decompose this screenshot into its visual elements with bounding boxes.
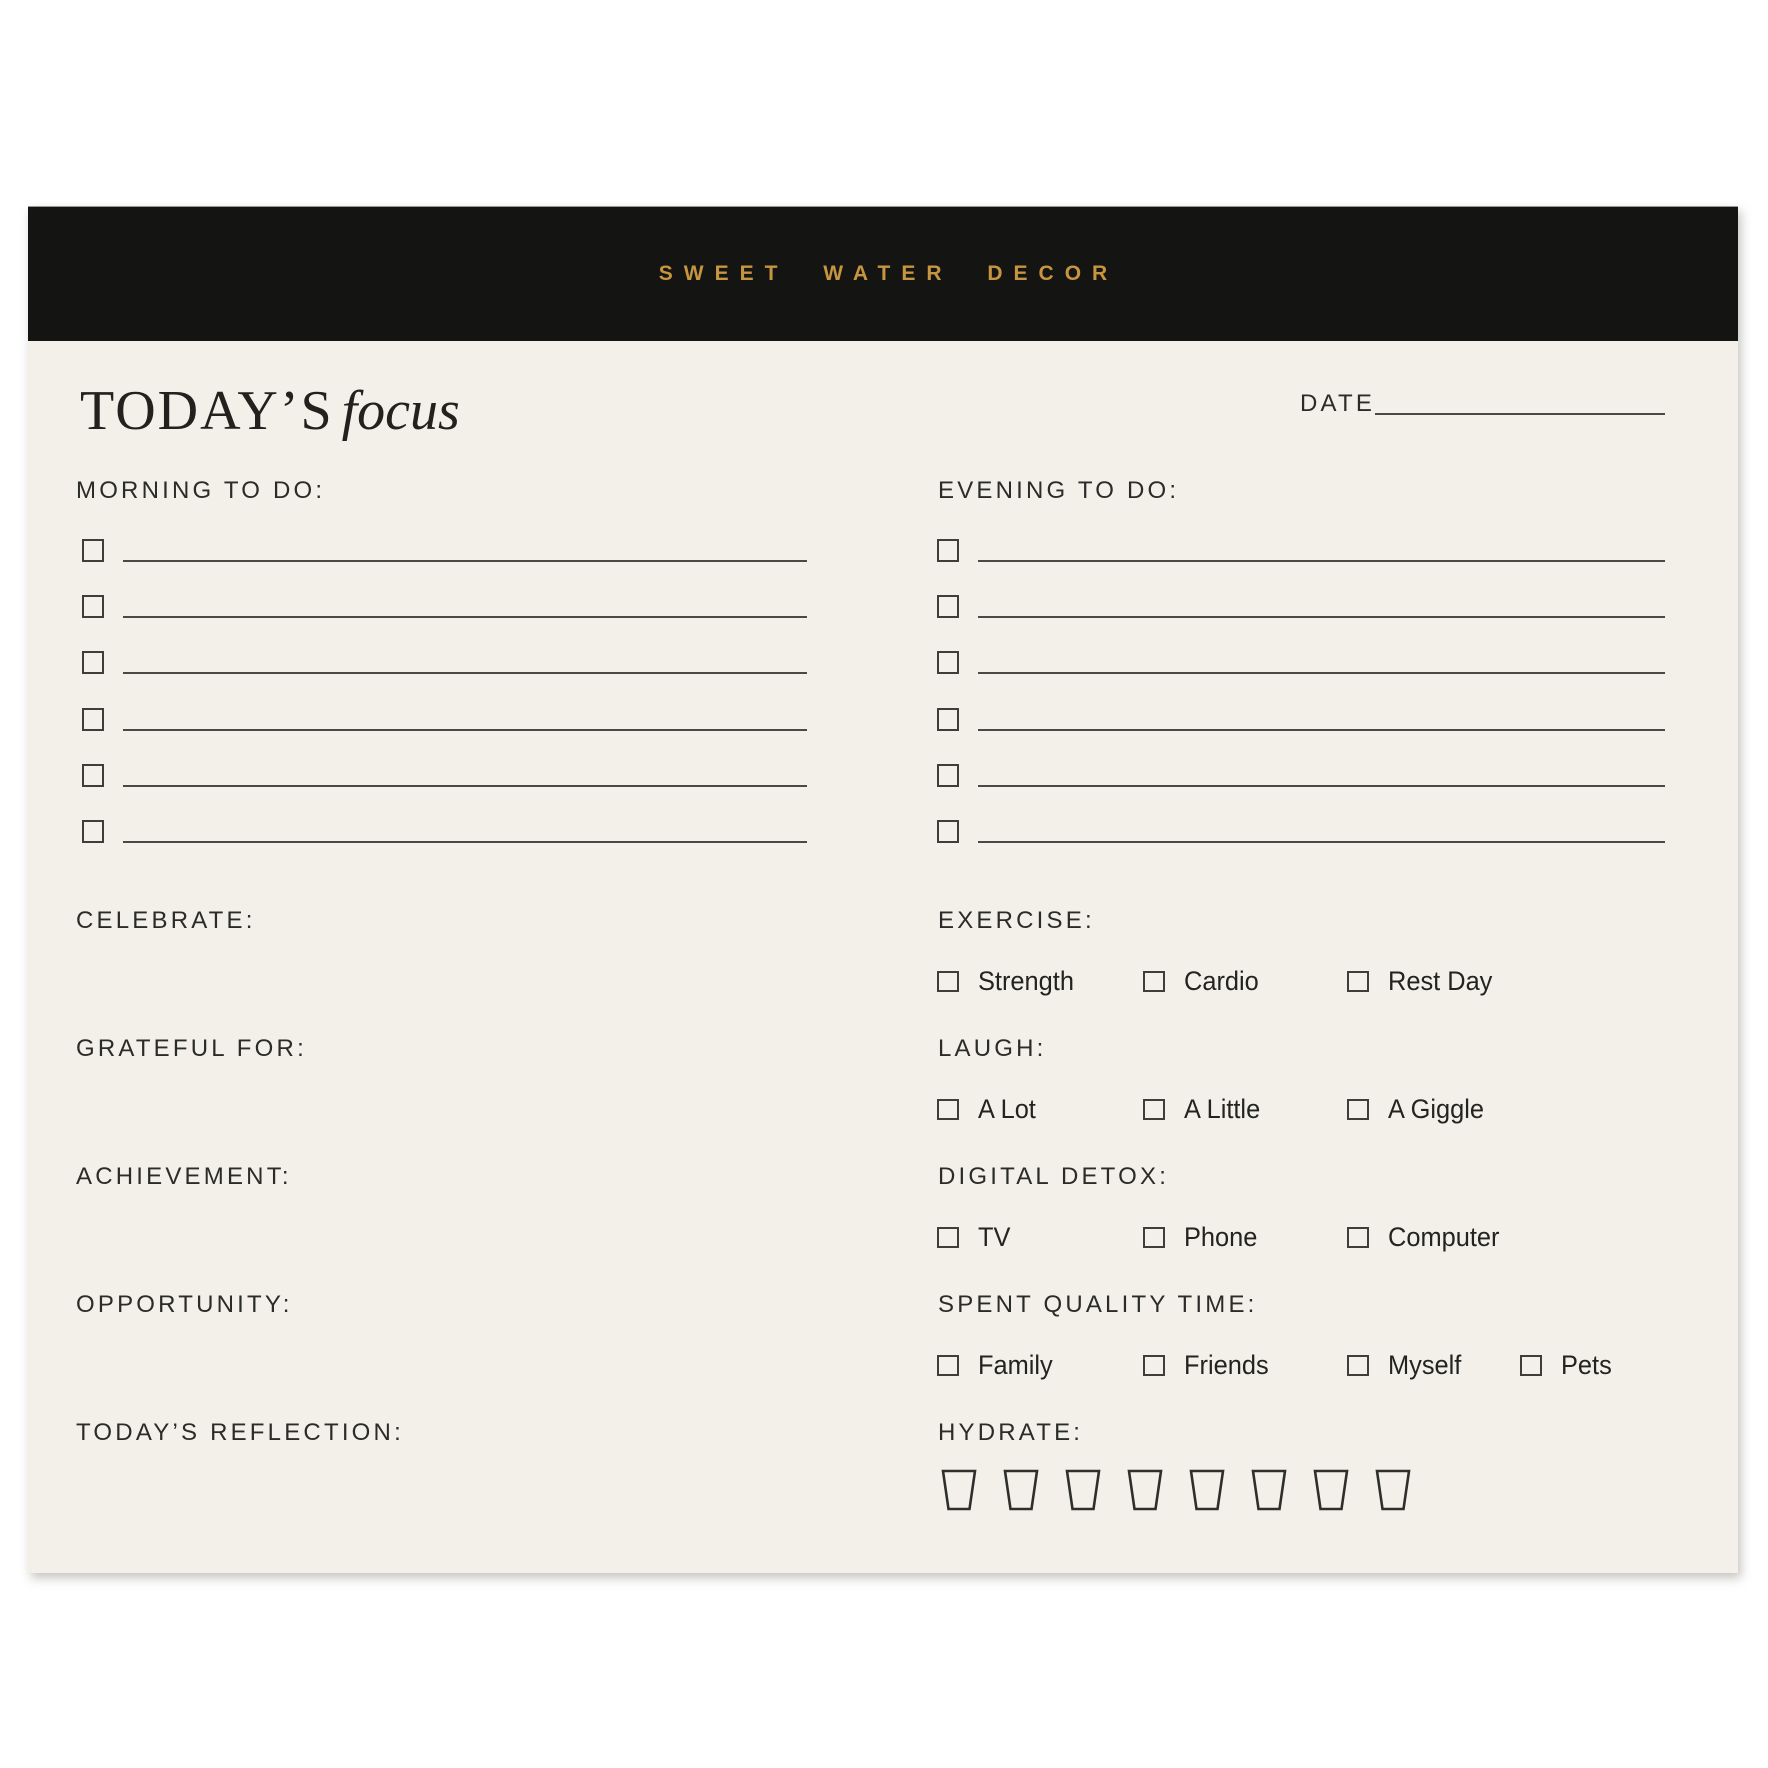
tracker-label: EXERCISE: — [938, 907, 1095, 934]
tracker-option — [937, 1222, 1013, 1252]
water-cup-icon[interactable] — [1188, 1469, 1226, 1511]
option-checkbox[interactable] — [937, 1355, 959, 1376]
option-label: Family — [978, 1350, 1053, 1380]
tracker-options-row — [28, 966, 1738, 997]
tracker-option — [1347, 1350, 1466, 1380]
option-checkbox[interactable] — [1143, 1099, 1165, 1120]
prompt-label: OPPORTUNITY: — [76, 1291, 293, 1318]
option-checkbox[interactable] — [1347, 1099, 1369, 1120]
water-cup-icon[interactable] — [1312, 1469, 1350, 1511]
tracker-label: DIGITAL DETOX: — [938, 1163, 1170, 1190]
tracker-label: LAUGH: — [938, 1035, 1047, 1062]
tracker-label: SPENT QUALITY TIME: — [938, 1291, 1258, 1318]
todo-checkbox[interactable] — [82, 708, 104, 731]
tracker-options-row — [28, 1094, 1738, 1125]
option-label: A Giggle — [1388, 1094, 1484, 1124]
todo-row — [82, 649, 807, 674]
option-checkbox[interactable] — [937, 1227, 959, 1248]
title-caps: TODAY’S — [80, 380, 334, 442]
option-label: A Little — [1184, 1094, 1261, 1124]
todo-writing-line[interactable] — [978, 560, 1665, 562]
tracker-options-row — [28, 1222, 1738, 1253]
todo-checkbox[interactable] — [82, 820, 104, 843]
option-label: Pets — [1561, 1350, 1612, 1380]
evening-todo-label: EVENING TO DO: — [938, 477, 1180, 504]
option-label: Cardio — [1184, 966, 1259, 996]
todo-checkbox[interactable] — [937, 708, 959, 731]
todo-checkbox[interactable] — [937, 595, 959, 618]
tracker-option — [1347, 1094, 1490, 1124]
hydrate-cups — [940, 1469, 1412, 1511]
todo-checkbox[interactable] — [82, 764, 104, 787]
todo-row — [82, 593, 807, 618]
todo-checkbox[interactable] — [937, 651, 959, 674]
todo-checkbox[interactable] — [82, 539, 104, 562]
todo-writing-line[interactable] — [123, 616, 807, 618]
tracker-option — [1520, 1350, 1615, 1380]
todo-row — [82, 706, 807, 731]
prompt-label: ACHIEVEMENT: — [76, 1163, 292, 1190]
brand-name: SWEET WATER DECOR — [658, 262, 1119, 285]
todo-writing-line[interactable] — [978, 616, 1665, 618]
option-label: A Lot — [978, 1094, 1036, 1124]
tracker-option — [1347, 966, 1499, 996]
tracker-option — [1143, 1222, 1262, 1252]
todo-writing-line[interactable] — [978, 841, 1665, 843]
water-cup-icon[interactable] — [1064, 1469, 1102, 1511]
todo-writing-line[interactable] — [978, 785, 1665, 787]
tracker-option — [1143, 1350, 1274, 1380]
option-checkbox[interactable] — [937, 971, 959, 992]
todo-writing-line[interactable] — [123, 785, 807, 787]
prompt-label: TODAY’S REFLECTION: — [76, 1419, 404, 1446]
option-label: Rest Day — [1388, 966, 1493, 996]
todo-row — [937, 706, 1665, 731]
todo-row — [937, 649, 1665, 674]
todo-row — [82, 537, 807, 562]
todo-checkbox[interactable] — [82, 651, 104, 674]
todo-writing-line[interactable] — [978, 672, 1665, 674]
option-checkbox[interactable] — [1347, 971, 1369, 992]
todo-writing-line[interactable] — [123, 560, 807, 562]
todo-writing-line[interactable] — [123, 841, 807, 843]
todo-checkbox[interactable] — [82, 595, 104, 618]
planner-pad — [28, 206, 1738, 1573]
prompt-label: GRATEFUL FOR: — [76, 1035, 307, 1062]
water-cup-icon[interactable] — [940, 1469, 978, 1511]
todo-writing-line[interactable] — [123, 729, 807, 731]
option-checkbox[interactable] — [1143, 1355, 1165, 1376]
todo-row — [937, 762, 1665, 787]
date-label: DATE — [1300, 390, 1376, 417]
option-checkbox[interactable] — [1347, 1355, 1369, 1376]
tracker-option — [1143, 966, 1264, 996]
water-cup-icon[interactable] — [1250, 1469, 1288, 1511]
todo-row — [82, 762, 807, 787]
todo-writing-line[interactable] — [123, 672, 807, 674]
tracker-option — [1143, 1094, 1265, 1124]
water-cup-icon[interactable] — [1374, 1469, 1412, 1511]
option-checkbox[interactable] — [1143, 971, 1165, 992]
todo-row — [937, 818, 1665, 843]
option-checkbox[interactable] — [1347, 1227, 1369, 1248]
water-cup-icon[interactable] — [1126, 1469, 1164, 1511]
todo-row — [82, 818, 807, 843]
todo-row — [937, 593, 1665, 618]
prompt-label: CELEBRATE: — [76, 907, 256, 934]
todo-checkbox[interactable] — [937, 820, 959, 843]
todo-writing-line[interactable] — [978, 729, 1665, 731]
option-checkbox[interactable] — [937, 1099, 959, 1120]
todo-row — [937, 537, 1665, 562]
tracker-option — [937, 966, 1080, 996]
tracker-option — [937, 1350, 1058, 1380]
tracker-option — [1347, 1222, 1507, 1252]
date-input-line[interactable] — [1375, 413, 1665, 415]
option-label: Myself — [1388, 1350, 1462, 1380]
hydrate-label: HYDRATE: — [938, 1419, 1084, 1446]
morning-todo-label: MORNING TO DO: — [76, 477, 326, 504]
water-cup-icon[interactable] — [1002, 1469, 1040, 1511]
tracker-options-row — [28, 1350, 1738, 1381]
tracker-option — [937, 1094, 1040, 1124]
option-label: Strength — [978, 966, 1074, 996]
todo-checkbox[interactable] — [937, 764, 959, 787]
option-label: Friends — [1184, 1350, 1269, 1380]
brand-bar — [28, 207, 1738, 341]
option-checkbox[interactable] — [1143, 1227, 1165, 1248]
option-label: Phone — [1184, 1222, 1258, 1252]
page-title — [80, 381, 460, 443]
option-label: Computer — [1388, 1222, 1500, 1252]
todo-checkbox[interactable] — [937, 539, 959, 562]
option-label: TV — [978, 1222, 1011, 1252]
option-checkbox[interactable] — [1520, 1355, 1542, 1376]
title-script: focus — [341, 380, 460, 442]
